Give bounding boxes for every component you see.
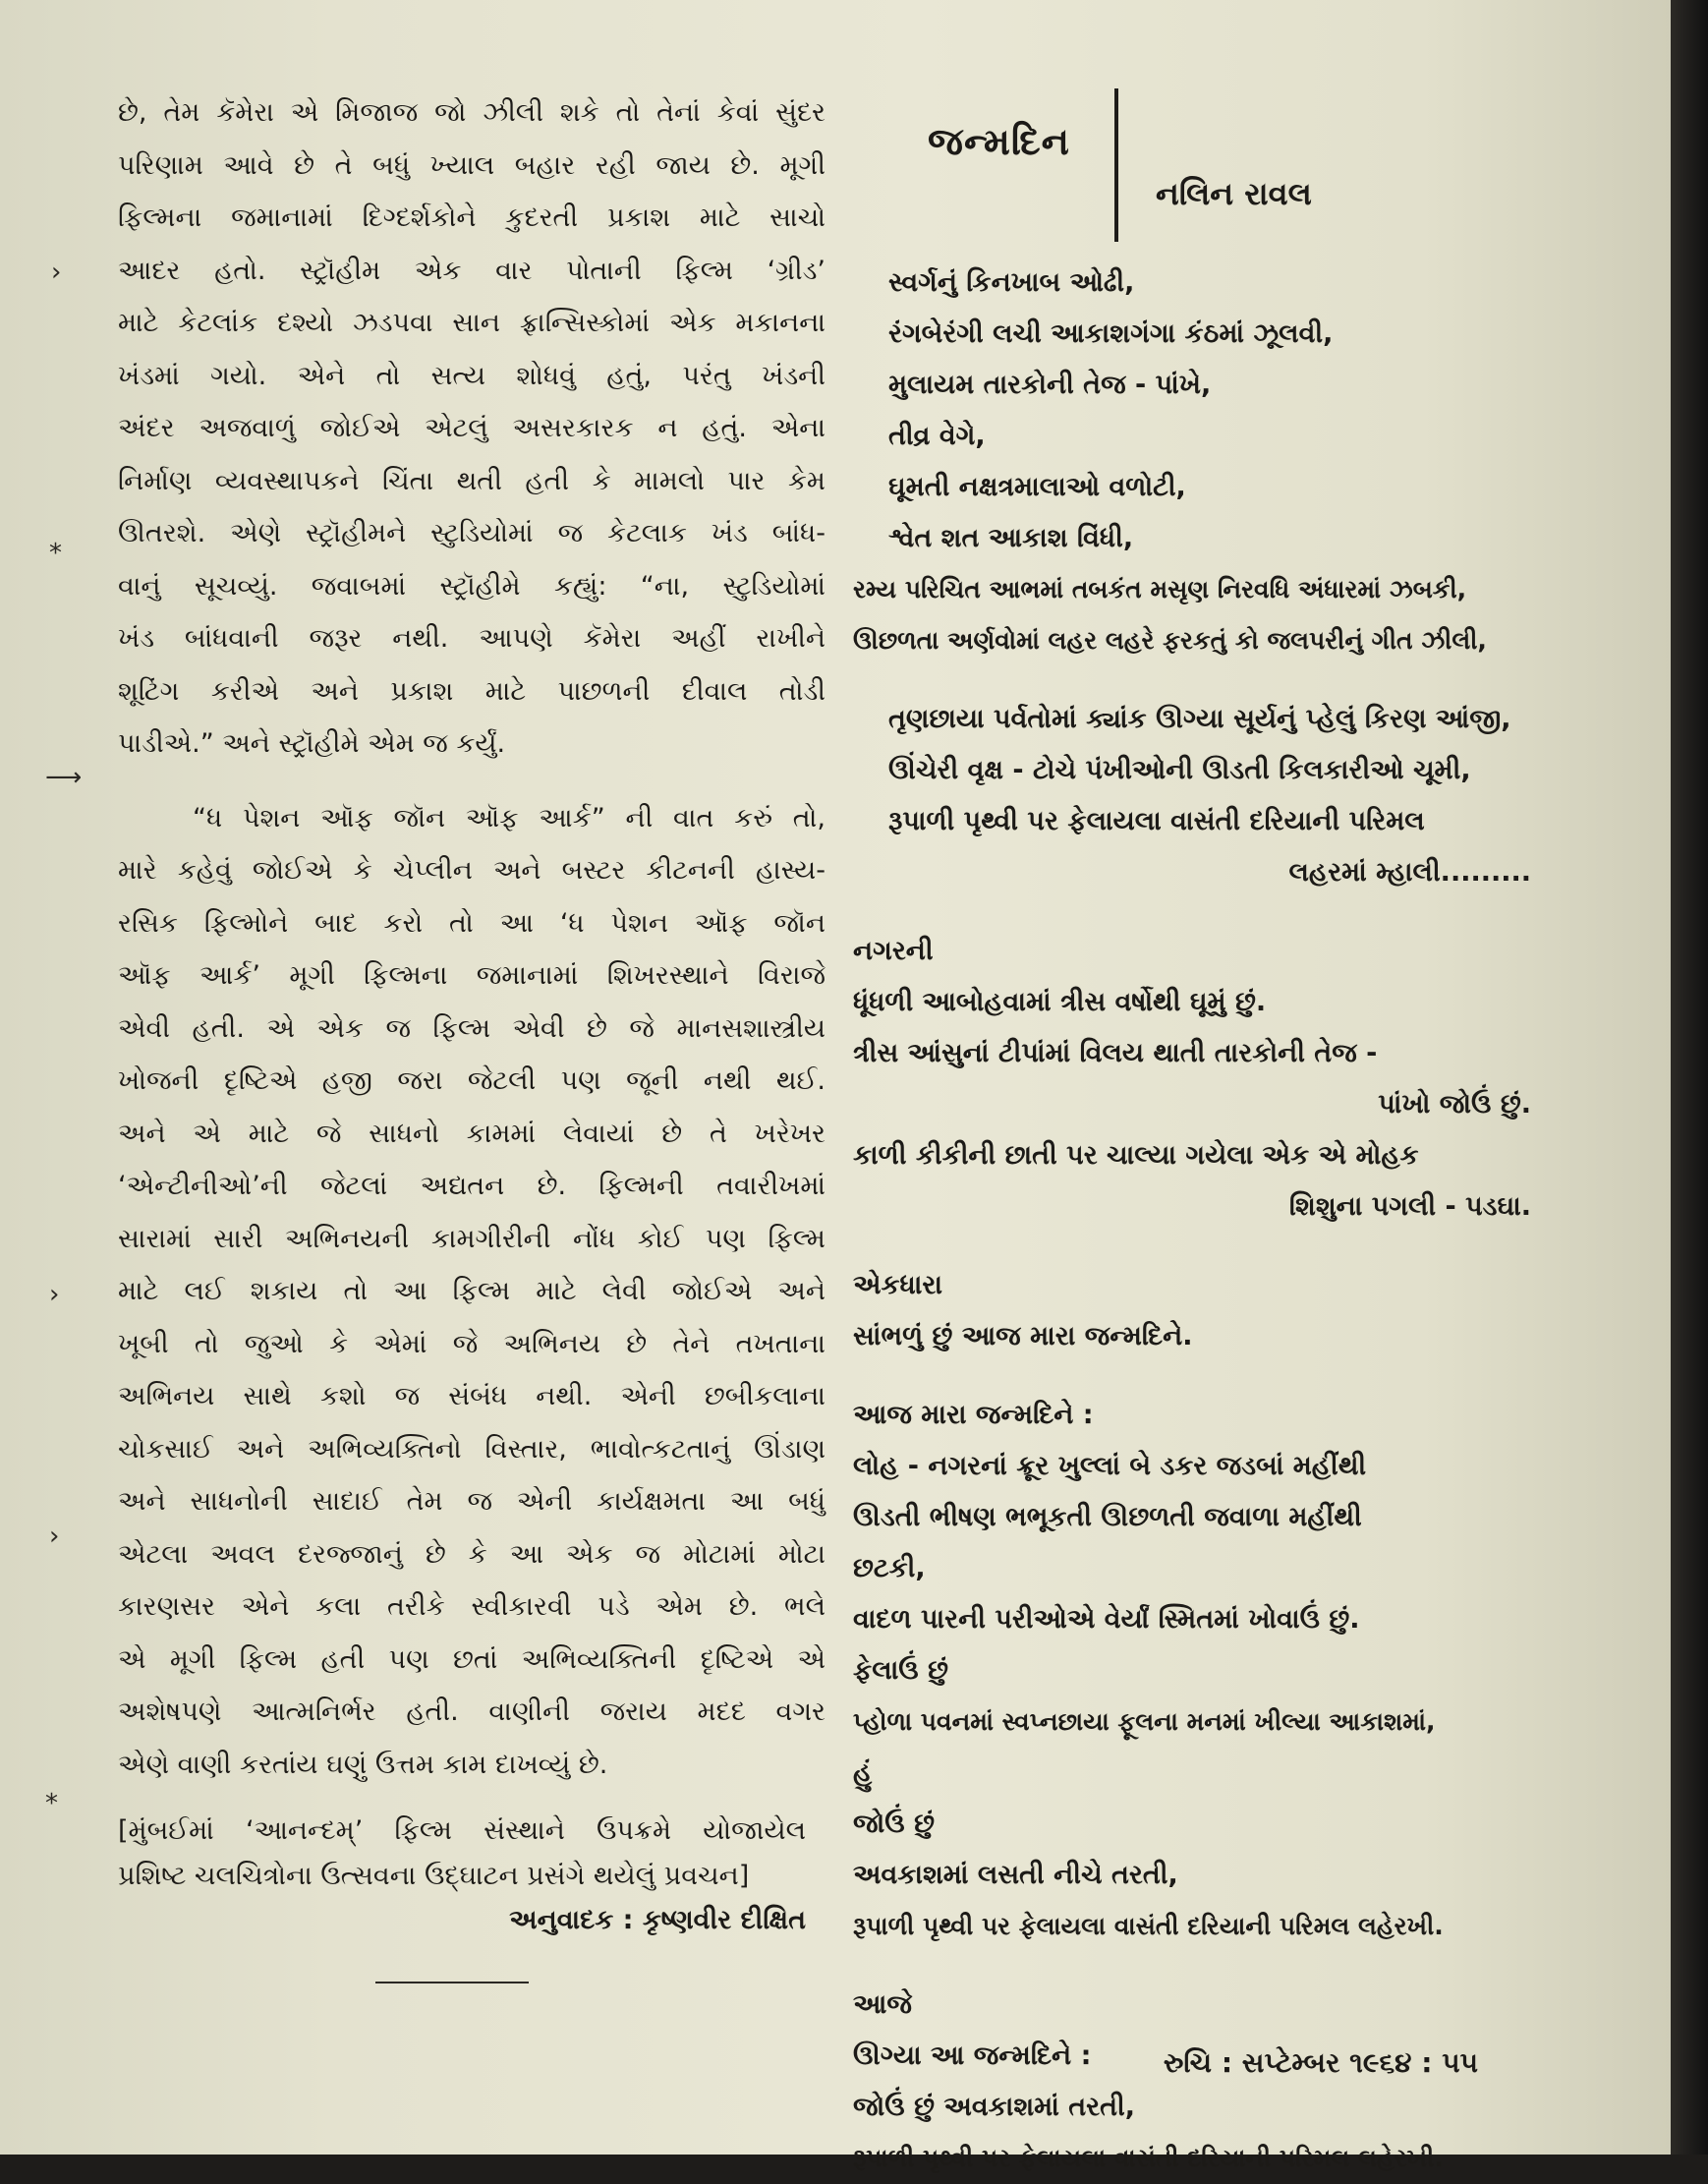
poem-line: લોહ - નગરનાં ક્રૂર ખુલ્લાં બે ડકર જડબાં મહીંથી <box>853 1451 1367 1481</box>
title-divider <box>1114 88 1118 242</box>
poem-line: જોઉં છું <box>853 1809 935 1839</box>
article-line: ‘એન્ટીનીઓ’ની જેટલાં અદ્યતન છે. ફિલ્મની તવારીખમાં <box>118 1171 826 1201</box>
margin-mark: ⟶ <box>45 763 83 792</box>
poem-author: નલિન રાવલ <box>1156 175 1312 212</box>
poem-line: ઊડતી ભીષણ ભભૂકતી ઊછળતી જવાળા મહીંથી <box>853 1502 1362 1532</box>
poem-line: જોઉં છું અવકાશમાં તરતી, <box>853 2092 1135 2122</box>
poem-line: રૂપાળી પૃથ્વી પર ફેલાયલા વાસંતી દરિયાની પરિમલ <box>888 806 1425 836</box>
article-line: ઑફ આર્ક’ મૂગી ફિલ્મના જમાનામાં શિખરસ્થાને વિરાજે <box>118 960 826 991</box>
article-line: ઊતરશે. એણે સ્ટ્રૉહીમને સ્ટુડિયોમાં જ કેટલાક ખંડ બાંધ- <box>118 518 826 548</box>
article-line: માટે કેટલાંક દશ્યો ઝડપવા સાન ફ્રાન્સિસ્કોમાં એક મકાનના <box>118 308 826 338</box>
margin-mark: ⁎ <box>45 1781 58 1810</box>
page-footer: રુચિ : સપ્ટેમ્બર ૧૯૬૪ : ૫૫ <box>1163 2046 1478 2079</box>
poem-line: આજે <box>853 1989 912 2020</box>
poem-line: રૂપાળી પૃથ્વી પર ફેલાયલા વાસંતી દરિયાની પરિમલ લહેરખી. <box>853 2144 1444 2172</box>
article-line: અશેષપણે આત્મનિર્ભર હતી. વાણીની જરાય મદદ વગર <box>118 1696 826 1727</box>
margin-mark: › <box>49 1280 60 1309</box>
article-line: અંદર અજવાળું જોઈએ એટલું અસરકારક ન હતું. એના <box>118 413 826 443</box>
poem-line: અવકાશમાં લસતી નીચે તરતી, <box>853 1860 1178 1890</box>
poem-line: શ્વેત શત આકાશ વિંધી, <box>888 523 1134 553</box>
article-line: મારે કહેવું જોઈએ કે ચેપ્લીન અને બસ્ટર કીટનની હાસ્ય- <box>118 855 826 886</box>
margin-mark: ⁎ <box>49 531 62 560</box>
poem-line: પાંખો જોઉં છું. <box>1378 1089 1531 1120</box>
article-line: માટે લઈ શકાય તો આ ફિલ્મ માટે લેવી જોઈએ અને <box>118 1276 826 1306</box>
poem-line: ઊછળતા અર્ણવોમાં લહર લહરે ફરકતું કો જલપરીનું ગીત ઝીલી, <box>853 626 1487 655</box>
article-line: કારણસર એને કલા તરીકે સ્વીકારવી પડે એમ છે. ભલે <box>118 1591 826 1622</box>
poem-line: ઊગ્યા આ જન્મદિને : <box>853 2040 1092 2071</box>
article-line: પાડીએ.” અને સ્ટ્રૉહીમે એમ જ કર્યું. <box>118 728 506 759</box>
poem-line: ત્રીસ આંસુનાં ટીપાંમાં વિલય થાતી તારકોની તેજ - <box>853 1038 1378 1068</box>
article-line: સારામાં સારી અભિનયની કામગીરીની નોંધ કોઈ પણ ફિલ્મ <box>118 1223 826 1254</box>
poem-body <box>853 258 1531 2184</box>
note-line: પ્રશિષ્ટ ચલચિત્રોના ઉત્સવના ઉદ્ઘાટન પ્રસંગે થયેલું પ્રવચન] <box>118 1861 750 1891</box>
poem-stanza-3 <box>853 926 1531 1233</box>
poem-line: ધૂંધળી આબોહવામાં ત્રીસ વર્ષોથી ઘૂમું છું. <box>853 987 1267 1017</box>
article-line: ખોજની દૃષ્ટિએ હજી જરા જેટલી પણ જૂની નથી થઈ. <box>118 1065 826 1096</box>
poem-line: નગરની <box>853 936 934 966</box>
poem-line: રમ્ય પરિચિત આભમાં તબકંત મસૃણ નિરવધિ અંધારમાં ઝબકી, <box>853 575 1467 603</box>
poem-line: છટકી, <box>853 1553 926 1583</box>
article-line: નિર્માણ વ્યવસ્થાપકને ચિંતા થતી હતી કે મામલો પાર કેમ <box>118 465 826 496</box>
article-paragraph-2 <box>118 792 826 1792</box>
poem-line: એકધારા <box>853 1270 942 1300</box>
article-paragraph-1 <box>118 86 826 771</box>
poem-line: ઘૂમતી નક્ષત્રમાલાઓ વળોટી, <box>888 472 1186 502</box>
end-rule <box>375 1982 529 1983</box>
speech-note <box>118 1809 806 1899</box>
article-line: અને એ માટે જે સાધનો કામમાં લેવાયાં છે તે ખરેખર <box>118 1118 826 1149</box>
article-line: ફિલ્મના જમાનામાં દિગ્દર્શકોને કુદરતી પ્રકાશ માટે સાચો <box>118 202 826 233</box>
article-line: એટલા અવલ દરજ્જાનું છે કે આ એક જ મોટામાં મોટા <box>118 1538 826 1570</box>
article-line: “ધ પેશન ઑફ જૉન ઑફ આર્ક” ની વાત કરું તો, <box>193 802 826 833</box>
article-line: અભિનય સાથે કશો જ સંબંધ નથી. એની છબીકલાના <box>118 1381 826 1411</box>
poem-line: સાંભળું છું આજ મારા જન્મદિને. <box>853 1321 1193 1351</box>
article-line: એવી હતી. એ એક જ ફિલ્મ એવી છે જે માનસશાસ્ત્રીય <box>118 1012 826 1044</box>
article-line: શૂટિંગ કરીએ અને પ્રકાશ માટે પાછળની દીવાલ તોડી <box>118 675 826 707</box>
poem-stanza-5 <box>853 1390 1531 1952</box>
article-line: આદર હતો. સ્ટ્રૉહીમ એક વાર પોતાની ફિલ્મ ‘ગ્રીડ’ <box>118 255 826 286</box>
article-line: ખંડ બાંધવાની જરૂર નથી. આપણે કૅમેરા અહીં રાખીને <box>118 623 826 654</box>
poem-line: ફેલાઉં છું <box>853 1655 948 1686</box>
article-line: એણે વાણી કરતાંય ઘણું ઉત્તમ કામ દાખવ્યું છે. <box>118 1749 608 1780</box>
poem-line: વાદળ પારની પરીઓએ વેર્યાં સ્મિતમાં ખોવાઉં છું. <box>853 1604 1360 1635</box>
poem-line: ઊંચેરી વૃક્ષ - ટોચે પંખીઓની ઊડતી કિલકારીઓ ચૂમી, <box>888 755 1471 785</box>
poem-line: શિશુના પગલી - પડઘા. <box>1288 1191 1531 1222</box>
poem-title: જન્મદિન <box>928 120 1070 163</box>
poem-stanza-6 <box>853 1980 1531 2184</box>
margin-mark: › <box>51 258 62 287</box>
poem-stanza-2 <box>853 694 1531 898</box>
article-line: વાનું સૂચવ્યું. જવાબમાં સ્ટ્રૉહીમે કહ્યું: “ના, સ્ટુડિયોમાં <box>118 570 826 602</box>
poem-line: રૂપાળી પૃથ્વી પર ફેલાયલા વાસંતી દરિયાની પરિમલ લહેરખી. <box>853 1912 1444 1940</box>
article-line: છે, તેમ કૅમેરા એ મિજાજ જો ઝીલી શકે તો તેનાં કેવાં સુંદર <box>118 97 826 128</box>
translator-credit: અનુવાદક : કૃષ્ણવીર દીક્ષિત <box>509 1905 806 1935</box>
article-line: પરિણામ આવે છે તે બધું ખ્યાલ બહાર રહી જાય છે. મૂગી <box>118 149 826 181</box>
article-line: એ મૂગી ફિલ્મ હતી પણ છતાં અભિવ્યક્તિની દૃષ્ટિએ એ <box>118 1643 826 1675</box>
poem-line: સ્વર્ગનું કિનખાબ ઓઢી, <box>888 267 1135 298</box>
poem-line: રંગબેરંગી લચી આકાશગંગા કંઠમાં ઝૂલવી, <box>888 318 1334 349</box>
article-line: ખંડમાં ગયો. એને તો સત્ય શોધવું હતું, પરંતુ ખંડની <box>118 360 826 391</box>
article-line: ચોકસાઈ અને અભિવ્યક્તિનો વિસ્તાર, ભાવોત્કટતાનું ઊંડાણ <box>118 1433 826 1465</box>
book-spine-edge <box>1671 0 1708 2155</box>
article-line: અને સાધનોની સાદાઈ તેમ જ એની કાર્યક્ષમતા આ બધું <box>118 1486 826 1517</box>
note-line: [મુંબઈમાં ‘આનન્દમ્’ ફિલ્મ સંસ્થાને ઉપક્રમે યોજાયેલ <box>118 1815 806 1846</box>
margin-mark: › <box>49 1522 60 1551</box>
poem-line: પ્હોળા પવનમાં સ્વપ્નછાયા ફૂલના મનમાં ખીલ્યા આકાશમાં, <box>853 1707 1436 1736</box>
poem-stanza-1 <box>853 258 1531 666</box>
article-column <box>118 86 826 1983</box>
article-line: ખૂબી તો જુઓ કે એમાં જે અભિનય છે તેને તખતાના <box>118 1328 826 1359</box>
poem-line: તૃણછાયા પર્વતોમાં ક્યાંક ઊગ્યા સૂર્યનું પ્હેલું કિરણ આંજી, <box>888 704 1511 734</box>
article-line: રસિક ફિલ્મોને બાદ કરો તો આ ‘ધ પેશન ઑફ જૉન <box>118 907 826 939</box>
poem-line: લહરમાં મ્હાલી......... <box>1288 857 1531 888</box>
poem-stanza-4 <box>853 1260 1531 1362</box>
poem-line: કાળી કીકીની છાતી પર ચાલ્યા ગયેલા એક એ મોહક <box>853 1140 1419 1171</box>
poem-line: હું <box>853 1757 873 1788</box>
poem-line: આજ મારા જન્મદિને : <box>853 1400 1094 1430</box>
poem-line: તીવ્ર વેગે, <box>888 421 986 451</box>
poem-line: મુલાયમ તારકોની તેજ - પાંખે, <box>888 370 1212 400</box>
